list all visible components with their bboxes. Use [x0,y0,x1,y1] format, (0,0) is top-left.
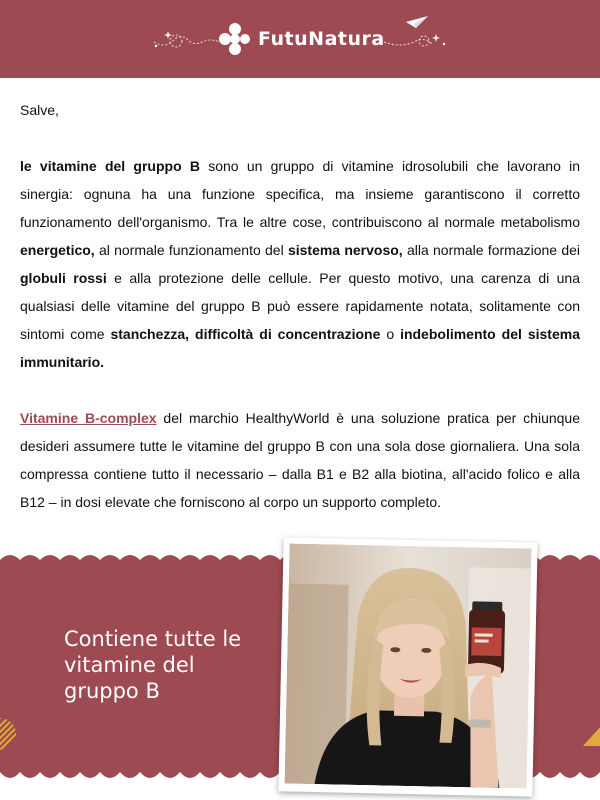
paragraph-vitamins-b: le vitamine del gruppo B sono un gruppo di vitamine idrosolubili che lavorano in sinergia: ognuna ha una funzione specifica, ma insieme garantiscono il corretto funzionamento dell'organismo. Tra le altre cose, contribuiscono al normale metabolismo energetico, al normale funzionamento del sistema nervoso, alla normale formazione dei globuli rossi e alla protezione delle cellule. Per questo motivo, una carenza di una qualsiasi delle vitamine del gruppo B può essere rapidamente notata, solitamente con sintomi come stanchezza, difficoltà di concentrazione o indebolimento del sistema immunitario. [20,158,581,370]
flower-dots-logo-icon [218,22,252,56]
brand-name: FutuNatura [258,28,385,50]
email-body [20,96,580,544]
woman-holding-supplement-bottle-photo-icon [285,543,532,788]
striped-circle-decoration-icon [0,716,20,752]
greeting: Salve, [20,102,59,118]
paragraph-b-complex: Vitamine B-complex del marchio HealthyWorld è una soluzione pratica per chiunque desideri assumere tutte le vitamine del gruppo B con una sola dose giornaliera. Una sola compressa contiene tutto il necessario – dalla B1 e B2 alla biotina, all'acido folico e alla B12 – in dosi elevate che forniscono al corpo un supporto completo. [20,410,580,510]
dotted-swirl-decoration-icon [150,26,222,56]
promo-title: Contiene tutte le vitamine del gruppo B [64,627,242,703]
brand-logo[interactable] [218,22,385,56]
product-photo-card [278,537,537,796]
paper-plane-decoration-icon [384,14,452,54]
b-complex-link[interactable]: Vitamine B-complex [20,410,157,426]
header-wave-edge [0,66,600,80]
triangle-decoration-icon [583,726,600,746]
